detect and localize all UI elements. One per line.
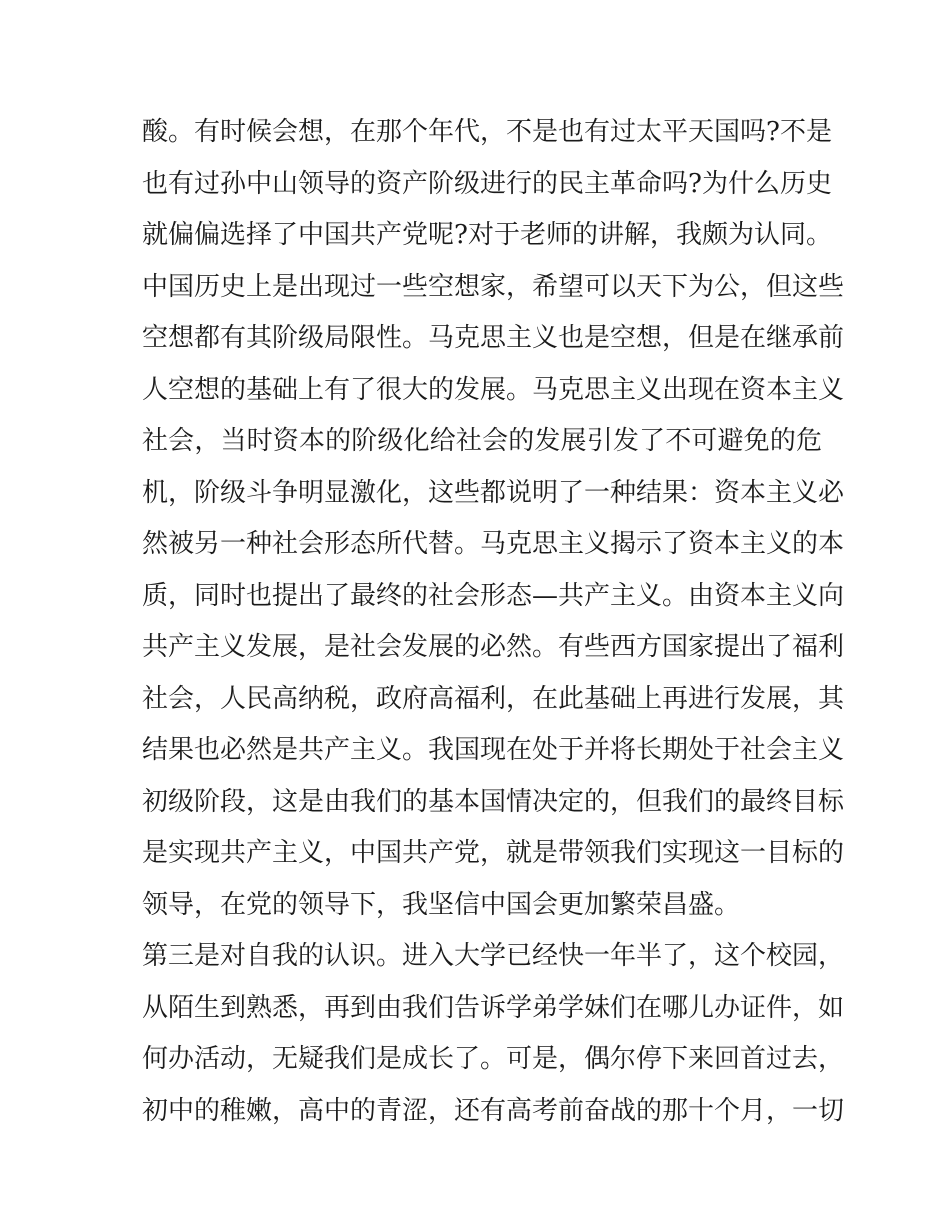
text-line: 然被另一种社会形态所代替。马克思主义揭示了资本主义的本: [142, 529, 845, 559]
text-line: 就偏偏选择了中国共产党呢?对于老师的讲解，我颇为认同。: [142, 220, 832, 250]
text-line: 社会，当时资本的阶级化给社会的发展引发了不可避免的危: [142, 426, 822, 456]
text-line: 质，同时也提出了最终的社会形态—共产主义。由资本主义向: [142, 580, 845, 611]
text-line: 空想都有其阶级局限性。马克思主义也是空想，但是在继承前: [142, 323, 845, 353]
text-line: 结果也必然是共产主义。我国现在处于并将长期处于社会主义: [142, 735, 845, 765]
text-line: 初级阶段，这是由我们的基本国情决定的，但我们的最终目标: [142, 786, 845, 817]
text-line: 酸。有时候会想，在那个年代，不是也有过太平天国吗?不是: [142, 117, 832, 147]
text-line: 中国历史上是出现过一些空想家，希望可以天下为公，但这些: [142, 271, 845, 302]
text-line: 共产主义发展，是社会发展的必然。有些西方国家提出了福利: [142, 632, 845, 662]
text-line: 是实现共产主义，中国共产党，就是带领我们实现这一目标的: [142, 838, 845, 868]
text-line: 也有过孙中山领导的资产阶级进行的民主革命吗?为什么历史: [142, 168, 832, 199]
text-line: 初中的稚嫩，高中的青涩，还有高考前奋战的那十个月，一切: [142, 1095, 845, 1126]
text-line: 从陌生到熟悉，再到由我们告诉学弟学妹们在哪儿办证件，如: [142, 992, 845, 1023]
text-line: 机，阶级斗争明显激化，这些都说明了一种结果：资本主义必: [142, 477, 845, 508]
text-line: 人空想的基础上有了很大的发展。马克思主义出现在资本主义: [142, 374, 845, 405]
body-text: [142, 107, 845, 1137]
text-line: 何办活动，无疑我们是成长了。可是，偶尔停下来回首过去，: [142, 1044, 845, 1074]
text-line: 第三是对自我的认识。进入大学已经快一年半了，这个校园，: [142, 941, 845, 971]
text-line: 社会，人民高纳税，政府高福利，在此基础上再进行发展，其: [142, 683, 845, 714]
text-line: 领导，在党的领导下，我坚信中国会更加繁荣昌盛。: [142, 889, 741, 920]
